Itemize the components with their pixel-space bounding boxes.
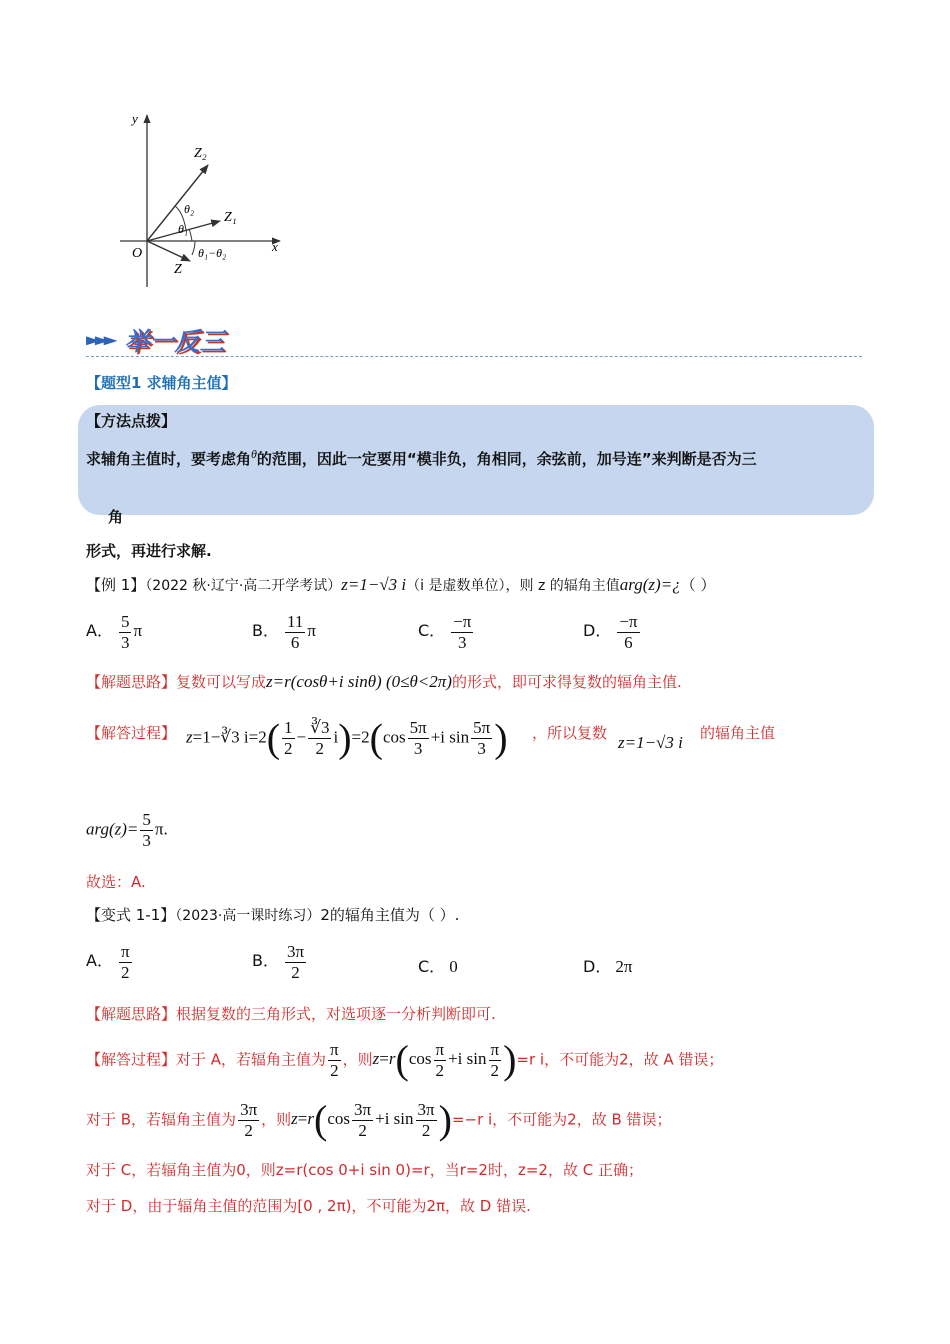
method-title: 【方法点拨】 <box>86 412 177 430</box>
option-denominator: 3 <box>458 633 467 652</box>
variant1-option-b[interactable] <box>252 942 308 983</box>
idea-text-b: 的形式，即可求得复数的辐角主值. <box>451 673 682 691</box>
option-letter: A． <box>86 951 113 971</box>
banner-divider <box>86 356 862 357</box>
example1-formula: z=1−√3 i <box>341 575 407 594</box>
z1-label: Z₁ <box>224 210 237 225</box>
line-a-text-c: =r i，不可能为2，故 A 错误； <box>516 1050 724 1069</box>
option-value: 0 <box>449 957 458 976</box>
theta1-label: θ₁ <box>178 222 189 236</box>
method-text-c: 角 <box>108 508 124 526</box>
option-denominator: 6 <box>290 633 300 652</box>
idea-label: 【解题思路】 <box>86 1005 177 1023</box>
option-letter: A． <box>86 621 113 641</box>
process-end: 的辐角主值 <box>700 724 776 742</box>
theta2-label: θ₂ <box>184 202 195 216</box>
z2-label: Z₂ <box>194 146 207 161</box>
method-text-a: 求辅角主值时，要考虑角 <box>86 450 252 468</box>
x-label: x <box>272 239 278 254</box>
z-label: Z <box>174 262 182 277</box>
process-label: 【解答过程】 <box>86 1050 177 1069</box>
example1-option-d[interactable] <box>583 612 642 653</box>
option-numerator: 3π <box>286 942 305 961</box>
variant1-option-d[interactable] <box>583 954 632 977</box>
option-tail: π <box>133 621 143 641</box>
z-vector <box>147 241 190 261</box>
idea-text-a: 复数可以写成 <box>176 673 267 691</box>
variant1-line-d: 对于 D，由于辐角主值的范围为[0 , 2π)，不可能为2π，故 D 错误. <box>86 1197 531 1215</box>
line-a-text-a: 对于 A，若辐角主值为 <box>176 1050 327 1069</box>
method-text-b: 的范围，因此一定要用“模非负，角相同，余弦前，加号连”来判断是否为三 <box>256 450 757 468</box>
theta1-arc <box>189 229 192 241</box>
result-arg: arg(z)= <box>86 819 139 839</box>
line-b-text-c: =−r i，不可能为2，故 B 错误； <box>451 1110 672 1129</box>
line-b-text-b: ，则 <box>261 1110 292 1129</box>
option-value: 2π <box>615 957 633 976</box>
theta-diff-label: θ₁−θ₂ <box>198 246 227 260</box>
method-text <box>86 447 757 469</box>
example1-note: （i 是虚数单位），则 z 的辐角主值 <box>406 578 620 594</box>
example1-idea <box>86 671 682 692</box>
variant1-line-b: 对于 B，若辐角主值为 $\frac{3\pi}{2}$ ，则z=r(cos $\frac{3\pi}{2}$ +i sin $\frac{3\pi}{2}$ )=−r i，不可能为2，故 B 错误； <box>86 1097 672 1143</box>
variant1-source: （2023·高一课时练习） <box>175 908 321 924</box>
line-a-text-b: ，则 <box>342 1050 373 1069</box>
variant1-line-c: 对于 C，若辐角主值为0，则z=r(cos 0+i sin 0)=r，当r=2时，z=2，故 C 正确； <box>86 1161 643 1179</box>
option-numerator: 11 <box>286 612 304 631</box>
theta-diff-arc <box>192 241 195 255</box>
method-theta: θ <box>251 447 257 461</box>
process-label: 【解答过程】 <box>86 724 177 742</box>
option-letter: C． <box>418 957 446 976</box>
argument-figure <box>120 105 300 295</box>
method-text-d: 形式，再进行求解. <box>86 542 212 560</box>
banner <box>86 322 225 358</box>
example1-source: （2022 秋·辽宁·高二开学考试） <box>145 578 342 594</box>
idea-label: 【解题思路】 <box>86 673 177 691</box>
example1-option-b[interactable] <box>252 612 316 653</box>
example1-option-c[interactable] <box>418 612 475 653</box>
variant1-line-a: 【解答过程】对于 A，若辐角主值为 $\frac{\pi}{2}$ ，则z=r(cos $\frac{\pi}{2}$ +i sin $\frac{\pi}{2}$ )=r i，不可能为2，故 A 错误； <box>86 1037 724 1083</box>
example1-process <box>86 722 176 743</box>
example1-label: 【例 1】 <box>86 576 146 594</box>
option-letter: D． <box>583 621 612 641</box>
option-denominator: 2 <box>291 963 300 982</box>
variant1-idea <box>86 1003 496 1024</box>
result-denominator: 3 <box>142 831 151 850</box>
variant1-option-c[interactable] <box>418 954 458 977</box>
option-tail: π <box>307 621 316 641</box>
option-numerator: 5 <box>120 612 130 631</box>
option-letter: D． <box>583 957 612 976</box>
variant1-label: 【变式 1-1】 <box>86 906 176 924</box>
example1-question <box>86 574 715 595</box>
result-tail: π. <box>154 819 168 839</box>
section-title: 【题型1 求辅角主值】 <box>86 374 237 392</box>
y-label: y <box>132 111 138 126</box>
option-denominator: 6 <box>624 633 633 652</box>
option-numerator: −π <box>453 612 472 631</box>
option-denominator: 3 <box>120 633 130 652</box>
option-denominator: 2 <box>121 963 130 982</box>
idea-text: 根据复数的三角形式，对选项逐一分析判断即可. <box>176 1005 496 1023</box>
process-tail: ，所以复数 <box>532 724 608 742</box>
variant1-option-a[interactable] <box>86 942 134 983</box>
option-numerator: π <box>120 942 130 961</box>
option-letter: B． <box>252 621 279 641</box>
example1-result <box>86 810 168 851</box>
example1-option-a[interactable] <box>86 612 142 653</box>
variant1-text: 2的辐角主值为（ ）. <box>320 906 460 924</box>
process-z <box>618 733 683 753</box>
option-letter: C． <box>418 621 446 641</box>
idea-formula: z=r(cosθ+i sinθ) (0≤θ<2π) <box>266 672 452 691</box>
result-numerator: 5 <box>142 810 151 829</box>
example1-process-formula: z=1−∛3 i=2( $\frac{1}{2}$ − $\frac{∛3}{2}$ i)=2(cos $\frac{5\pi}{3}$ +i sin $\frac{5\pi}{3}$ ) <box>186 715 508 761</box>
example1-answer: 故选：A. <box>86 873 146 891</box>
origin-label: O <box>132 246 143 261</box>
option-numerator: −π <box>619 612 638 631</box>
banner-title: 举一反三 <box>124 327 225 356</box>
example1-arg: arg(z)=¿ <box>619 575 681 594</box>
banner-arrows-icon: ►►► <box>86 329 113 351</box>
option-letter: B． <box>252 951 279 971</box>
line-b-text-a: 对于 B，若辐角主值为 <box>86 1110 237 1129</box>
variant1-question <box>86 904 459 925</box>
example1-blank: （ ） <box>680 576 716 594</box>
process-z-formula: z=1−√3 i <box>618 733 683 752</box>
